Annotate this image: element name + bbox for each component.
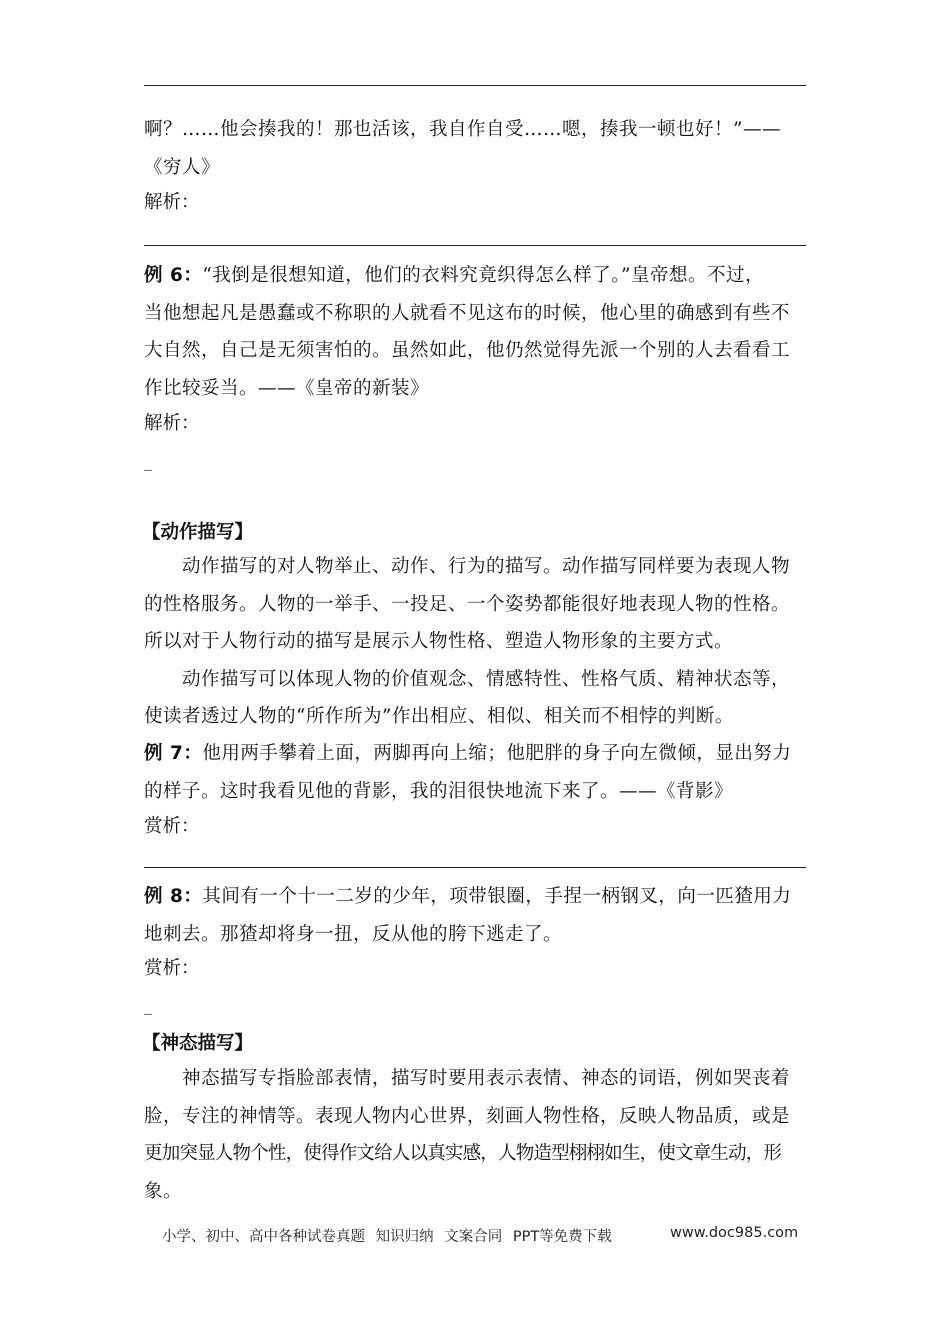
example-label: 例 7： [144,743,203,764]
section-paragraph [144,1060,809,1210]
quote-text [144,111,809,186]
paragraph-line: 动作描写可以体现人物的价值观念、情感特性、性格气质、精神状态等， [182,668,791,690]
analysis-label: 解析： [144,413,200,434]
example-6-line: 大自然，自己是无须害怕的。虽然如此，他仍然觉得先派一个别的人去看看工 [144,340,791,361]
paragraph-line: 动作描写的对人物举止、动作、行为的描写。动作描写同样要为表现人物 [182,556,791,577]
example-6-line: 作比较妥当。——《皇帝的新装》 [144,377,430,399]
analysis-label: 解析： [144,192,200,213]
paragraph-line: 所以对于人物行动的描写是展示人物性格、塑造人物形象的主要方式。 [144,631,734,652]
paragraph-line: 使读者透过人物的“所作所为”作出相应、相似、相关而不相悖的判断。 [144,706,734,727]
example-6-line: 当他想起凡是愚蠢或不称职的人就看不见这布的时候，他心里的确感到有些不 [144,302,791,324]
example-7-line: 的样子。这时我看见他的背影，我的泪很快地流下来了。——《背影》 [144,780,734,802]
quote-line: 啊？……他会揍我的！那也活该，我自作自受……嗯，揍我一顿也好！”—— [144,119,781,140]
paragraph-line: 脸，专注的神情等。表现人物内心世界，刻画人物性格，反映人物品质，或是 [144,1105,791,1127]
paragraph-line: 的性格服务。人物的一举手、一投足、一个姿势都能很好地表现人物的性格。 [144,593,791,615]
footer-text: 小学、初中、高中各种试卷真题 知识归纳 文案合同 PPT等免费下载 [162,1229,612,1245]
quote-source: 《穷人》 [144,156,221,178]
section-paragraph [144,548,809,736]
paragraph-line: 象。 [144,1180,183,1202]
example-6 [144,257,809,407]
appreciation-label: 赏析： [144,816,200,837]
answer-line [144,245,806,246]
answer-line [144,85,806,86]
paragraph-line: 神态描写专指脸部表情，描写时要用表示表情、神态的词语，例如哭丧着 [182,1068,791,1089]
example-label: 例 6： [144,265,203,286]
appreciation-label: 赏析： [144,958,200,979]
example-8: 例 8：其间有一个十一二岁的少年，项带银圈，手捏一柄钢叉，向一匹猹用力 地刺去。那猹却将身一扭，反从他的胯下逃走了。 [144,878,809,953]
example-7: 例 7：他用两手攀着上面，两脚再向上缩；他肥胖的身子向左微倾，显出努力 的样子。这时我看见他的背影，我的泪很快地流下来了。——《背影》 [144,735,809,810]
paragraph-line: 更加突显人物个性，使得作文给人以真实感，人物造型栩栩如生，使文章生动，形 [144,1143,782,1164]
example-6-line: 例 6：“我倒是很想知道，他们的衣料究竟织得怎么样了。”皇帝想。不过， [144,265,764,286]
example-label: 例 8： [144,886,203,907]
blank-marker: _ [144,452,152,471]
section-heading: 【神态描写】 [142,1033,254,1054]
footer-url[interactable]: www.doc985.com [670,1225,799,1241]
example-8-line: 地刺去。那猹却将身一扭，反从他的胯下逃走了。 [144,923,563,945]
section-heading: 【动作描写】 [142,522,254,543]
answer-line [144,867,806,868]
blank-marker: _ [144,996,152,1015]
